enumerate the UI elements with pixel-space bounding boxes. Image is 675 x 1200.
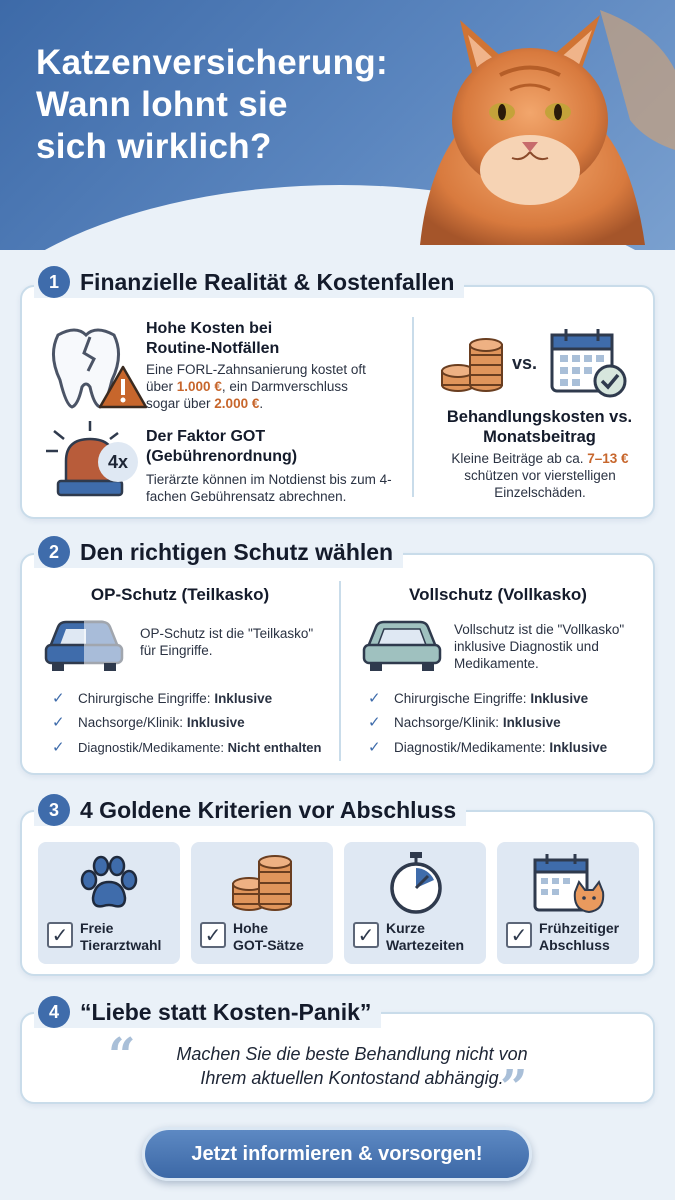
quote-close-icon: ” xyxy=(500,1060,528,1116)
checkmark-icon: ✓ xyxy=(52,690,65,707)
section-number: 4 xyxy=(38,996,70,1028)
got-text: Tierärzte können im Notdienst bis zum 4-fachen Gebührensatz abrechnen. xyxy=(146,472,392,504)
calendar-check-icon xyxy=(548,327,628,399)
section4-header xyxy=(34,996,381,1028)
got-heading: Der Faktor GOT (Gebührenordnung) xyxy=(146,428,298,465)
op-row-1: ✓ Chirurgische Eingriffe: Inklusive xyxy=(52,690,273,707)
paw-icon xyxy=(79,854,139,912)
cost-heading: Hohe Kosten bei Routine-Notfällen xyxy=(146,320,280,357)
criterion-label: Hohe GOT-Sätze xyxy=(233,920,304,953)
coins-icon xyxy=(440,335,506,395)
checkbox-icon: ✓ xyxy=(506,922,532,948)
section-number: 3 xyxy=(38,794,70,826)
section-number: 2 xyxy=(38,536,70,568)
checkmark-icon: ✓ xyxy=(368,690,381,707)
cta-button[interactable]: Jetzt informieren & vorsorgen! xyxy=(142,1127,532,1181)
vollschutz-title: Vollschutz (Vollkasko) xyxy=(409,585,587,604)
section-title: Finanzielle Realität & Kostenfallen xyxy=(80,268,455,295)
criterion-card xyxy=(344,842,486,964)
voll-row-2: ✓ Nachsorge/Klinik: Inklusive xyxy=(368,714,561,731)
section-title: “Liebe statt Kosten-Panik” xyxy=(80,998,372,1025)
criterion-label: Kurze Wartezeiten xyxy=(386,920,465,953)
section-title: 4 Goldene Kriterien vor Abschluss xyxy=(80,796,457,823)
checkmark-icon: ✓ xyxy=(368,714,381,731)
compare-text: Kleine Beiträge ab ca. 7–13 € schützen vor vierstelligen Einzelschäden. xyxy=(451,451,629,500)
checkbox-icon: ✓ xyxy=(353,922,379,948)
cat-photo xyxy=(400,0,675,245)
checkmark-icon: ✓ xyxy=(368,739,381,756)
criterion-card xyxy=(38,842,180,964)
section1-divider xyxy=(412,317,414,497)
criterion-card xyxy=(497,842,639,964)
quote-text: Machen Sie die beste Behandlung nicht von Ihrem aktuellen Kontostand abhängig. xyxy=(176,1044,528,1088)
compare-heading: Behandlungskosten vs. Monatsbeitrag xyxy=(446,408,633,446)
section-number: 1 xyxy=(38,266,70,298)
cost-text: Eine FORL-Zahnsanierung kostet oft über 1.000 €, ein Darmverschluss sogar über 2.000 €. xyxy=(146,362,366,411)
voll-row-1: ✓ Chirurgische Eingriffe: Inklusive xyxy=(368,690,589,707)
criterion-label: Freie Tierarztwahl xyxy=(80,920,162,953)
checkbox-icon: ✓ xyxy=(47,922,73,948)
car-icon xyxy=(42,617,126,673)
section2-divider xyxy=(339,581,341,761)
checkbox-icon: ✓ xyxy=(200,922,226,948)
checkmark-icon: ✓ xyxy=(52,714,65,731)
calendar-cat-icon xyxy=(531,852,605,916)
page-title: Katzenversicherung: Wann lohnt sie sich wirklich? xyxy=(36,43,388,166)
criterion-card xyxy=(191,842,333,964)
factor-badge: 4x xyxy=(98,442,138,482)
section-title: Den richtigen Schutz wählen xyxy=(80,538,394,565)
vollschutz-desc: Vollschutz ist die "Vollkasko" inklusive Diagnostik und Medikamente. xyxy=(454,622,625,671)
op-schutz-desc: OP-Schutz ist die "Teilkasko" für Eingriffe. xyxy=(140,626,314,658)
section2-header xyxy=(34,536,403,568)
section-criteria xyxy=(20,810,655,976)
voll-row-3: ✓ Diagnostik/Medikamente: Inklusive xyxy=(368,739,608,756)
section-protection xyxy=(20,553,655,775)
vs-label: vs. xyxy=(512,353,538,373)
section-financial-reality xyxy=(20,285,655,519)
checkmark-icon: ✓ xyxy=(52,739,65,756)
stopwatch-icon xyxy=(388,850,444,914)
section3-header xyxy=(34,794,466,826)
coins-icon xyxy=(231,852,293,914)
car-icon xyxy=(360,617,444,673)
op-row-2: ✓ Nachsorge/Klinik: Inklusive xyxy=(52,714,245,731)
section1-header xyxy=(34,266,464,298)
op-row-3: ✓ Diagnostik/Medikamente: Nicht enthalten xyxy=(52,739,322,756)
hero-banner xyxy=(0,0,675,250)
warning-icon xyxy=(98,365,148,409)
op-schutz-title: OP-Schutz (Teilkasko) xyxy=(90,585,270,604)
quote-open-icon: “ xyxy=(108,1028,136,1084)
criterion-label: Frühzeitiger Abschluss xyxy=(539,920,620,953)
